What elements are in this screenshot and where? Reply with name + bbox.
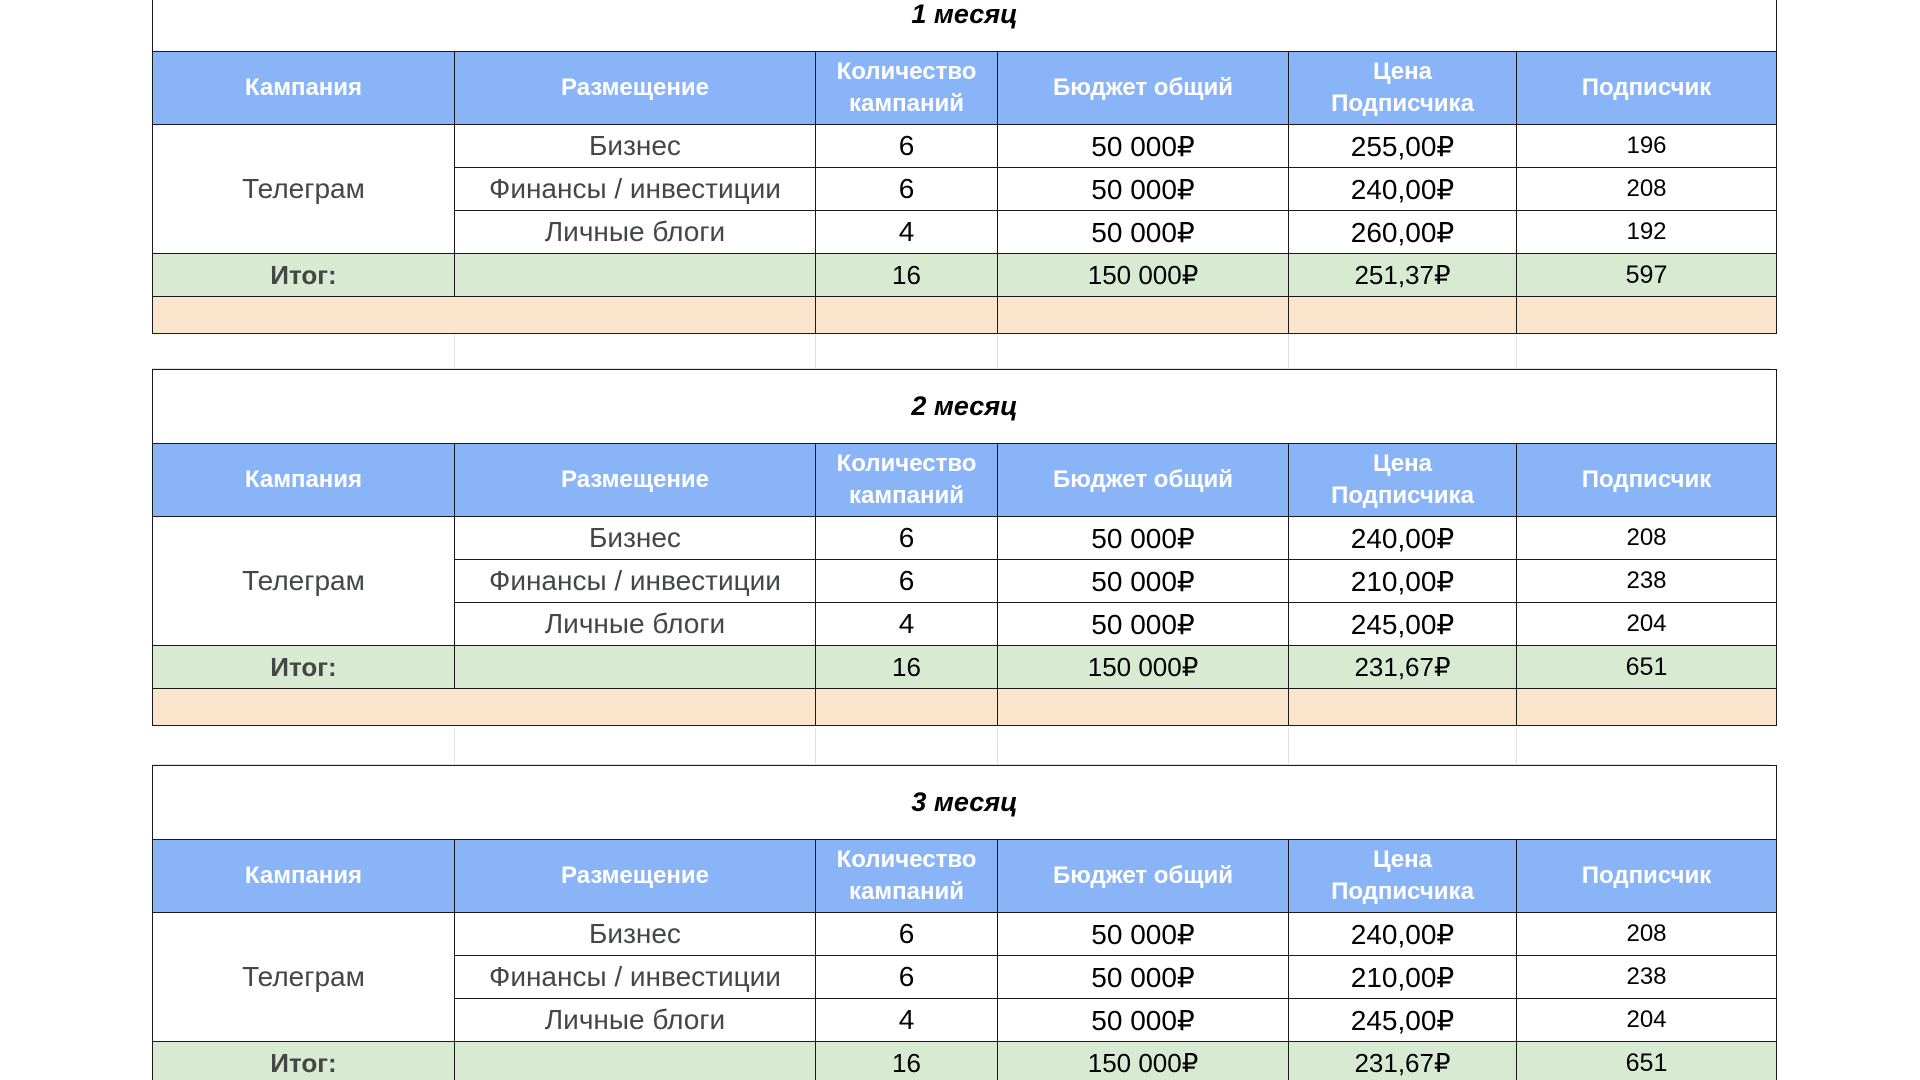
price-cell[interactable]: 260,00₽ [1289, 211, 1517, 254]
count-cell[interactable]: 6 [816, 560, 998, 603]
count-cell[interactable]: 4 [816, 603, 998, 646]
highlight-cell[interactable] [1289, 689, 1517, 726]
total-price-cell[interactable]: 231,67₽ [1289, 1042, 1517, 1080]
header-campaign: Кампания [153, 840, 455, 913]
total-placement-cell[interactable] [455, 646, 816, 689]
price-cell[interactable]: 210,00₽ [1289, 560, 1517, 603]
month-table-2 [152, 369, 1777, 726]
price-cell[interactable]: 240,00₽ [1289, 168, 1517, 211]
total-placement-cell[interactable] [455, 1042, 816, 1080]
month-title: 3 месяц [153, 766, 1777, 840]
month-table-1 [152, 0, 1777, 334]
spacer-row [152, 728, 1770, 765]
header-placement: Размещение [455, 840, 816, 913]
table-row [153, 517, 1777, 560]
header-budget: Бюджет общий [998, 840, 1289, 913]
count-cell[interactable]: 6 [816, 517, 998, 560]
header-subscriber: Подписчик [1517, 52, 1777, 125]
subscriber-cell[interactable]: 208 [1517, 517, 1777, 560]
subscriber-cell[interactable]: 204 [1517, 603, 1777, 646]
price-cell[interactable]: 240,00₽ [1289, 913, 1517, 956]
total-row [153, 1042, 1777, 1080]
budget-cell[interactable]: 50 000₽ [998, 603, 1289, 646]
placement-cell[interactable]: Личные блоги [455, 603, 816, 646]
total-budget-cell[interactable]: 150 000₽ [998, 1042, 1289, 1080]
month-table-3 [152, 765, 1777, 1080]
placement-cell[interactable]: Финансы / инвестиции [455, 168, 816, 211]
table-row [153, 125, 1777, 168]
month-title: 1 месяц [153, 0, 1777, 52]
header-placement: Размещение [455, 52, 816, 125]
total-price-cell[interactable]: 251,37₽ [1289, 254, 1517, 297]
count-cell[interactable]: 6 [816, 168, 998, 211]
budget-cell[interactable]: 50 000₽ [998, 168, 1289, 211]
total-count-cell[interactable]: 16 [816, 646, 998, 689]
total-subscriber-cell[interactable]: 597 [1517, 254, 1777, 297]
price-cell[interactable]: 245,00₽ [1289, 603, 1517, 646]
campaign-cell[interactable]: Телеграм [153, 913, 455, 1042]
header-count: Количество кампаний [816, 840, 998, 913]
count-cell[interactable]: 4 [816, 999, 998, 1042]
highlight-cell[interactable] [816, 297, 998, 334]
price-cell[interactable]: 210,00₽ [1289, 956, 1517, 999]
price-cell[interactable]: 245,00₽ [1289, 999, 1517, 1042]
header-price: Цена Подписчика [1289, 840, 1517, 913]
subscriber-cell[interactable]: 196 [1517, 125, 1777, 168]
total-subscriber-cell[interactable]: 651 [1517, 1042, 1777, 1080]
total-count-cell[interactable]: 16 [816, 1042, 998, 1080]
price-cell[interactable]: 255,00₽ [1289, 125, 1517, 168]
highlight-cell[interactable] [1517, 689, 1777, 726]
highlight-cell[interactable] [1517, 297, 1777, 334]
highlight-row [153, 297, 1777, 334]
total-count-cell[interactable]: 16 [816, 254, 998, 297]
budget-cell[interactable]: 50 000₽ [998, 517, 1289, 560]
subscriber-cell[interactable]: 238 [1517, 956, 1777, 999]
total-label[interactable]: Итог: [153, 254, 455, 297]
budget-cell[interactable]: 50 000₽ [998, 999, 1289, 1042]
header-price: Цена Подписчика [1289, 52, 1517, 125]
total-budget-cell[interactable]: 150 000₽ [998, 254, 1289, 297]
subscriber-cell[interactable]: 238 [1517, 560, 1777, 603]
campaign-cell[interactable]: Телеграм [153, 517, 455, 646]
header-placement: Размещение [455, 444, 816, 517]
budget-cell[interactable]: 50 000₽ [998, 956, 1289, 999]
highlight-cell[interactable] [1289, 297, 1517, 334]
total-row [153, 646, 1777, 689]
placement-cell[interactable]: Личные блоги [455, 999, 816, 1042]
price-cell[interactable]: 240,00₽ [1289, 517, 1517, 560]
placement-cell[interactable]: Личные блоги [455, 211, 816, 254]
total-label[interactable]: Итог: [153, 646, 455, 689]
header-price: Цена Подписчика [1289, 444, 1517, 517]
count-cell[interactable]: 6 [816, 913, 998, 956]
subscriber-cell[interactable]: 204 [1517, 999, 1777, 1042]
header-campaign: Кампания [153, 52, 455, 125]
highlight-cell[interactable] [816, 689, 998, 726]
header-budget: Бюджет общий [998, 52, 1289, 125]
subscriber-cell[interactable]: 192 [1517, 211, 1777, 254]
budget-cell[interactable]: 50 000₽ [998, 125, 1289, 168]
header-budget: Бюджет общий [998, 444, 1289, 517]
total-budget-cell[interactable]: 150 000₽ [998, 646, 1289, 689]
count-cell[interactable]: 6 [816, 125, 998, 168]
placement-cell[interactable]: Бизнес [455, 913, 816, 956]
header-subscriber: Подписчик [1517, 444, 1777, 517]
header-campaign: Кампания [153, 444, 455, 517]
count-cell[interactable]: 4 [816, 211, 998, 254]
budget-cell[interactable]: 50 000₽ [998, 211, 1289, 254]
highlight-cell[interactable] [153, 689, 816, 726]
spacer-row [152, 332, 1770, 369]
highlight-cell[interactable] [998, 689, 1289, 726]
count-cell[interactable]: 6 [816, 956, 998, 999]
header-count: Количество кампаний [816, 444, 998, 517]
total-subscriber-cell[interactable]: 651 [1517, 646, 1777, 689]
header-subscriber: Подписчик [1517, 840, 1777, 913]
highlight-cell[interactable] [998, 297, 1289, 334]
table-row [153, 913, 1777, 956]
placement-cell[interactable]: Финансы / инвестиции [455, 560, 816, 603]
placement-cell[interactable]: Бизнес [455, 517, 816, 560]
header-count: Количество кампаний [816, 52, 998, 125]
placement-cell[interactable]: Бизнес [455, 125, 816, 168]
highlight-row [153, 689, 1777, 726]
total-row [153, 254, 1777, 297]
highlight-cell[interactable] [153, 297, 816, 334]
campaign-cell[interactable]: Телеграм [153, 125, 455, 254]
subscriber-cell[interactable]: 208 [1517, 913, 1777, 956]
total-price-cell[interactable]: 231,67₽ [1289, 646, 1517, 689]
total-placement-cell[interactable] [455, 254, 816, 297]
total-label[interactable]: Итог: [153, 1042, 455, 1080]
budget-cell[interactable]: 50 000₽ [998, 913, 1289, 956]
placement-cell[interactable]: Финансы / инвестиции [455, 956, 816, 999]
budget-cell[interactable]: 50 000₽ [998, 560, 1289, 603]
month-title: 2 месяц [153, 370, 1777, 444]
subscriber-cell[interactable]: 208 [1517, 168, 1777, 211]
